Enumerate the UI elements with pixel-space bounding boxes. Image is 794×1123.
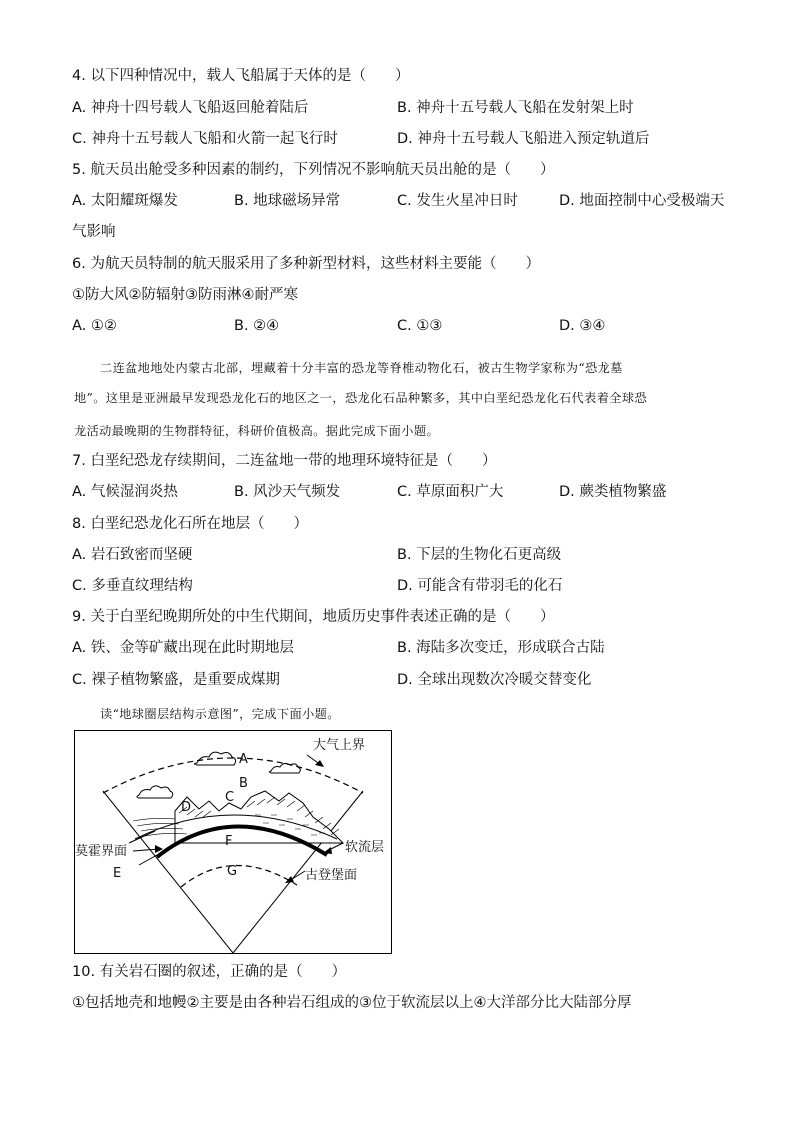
- q8-option-a: A. 岩石致密而坚硬: [72, 547, 193, 563]
- cloud-shape-2: [137, 786, 173, 798]
- q5-stem: 5. 航天员出舱受多种因素的制约，下列情况不影响航天员出舱的是（ ）: [72, 162, 555, 178]
- q10-items: ①包括地壳和地幔②主要是由各种岩石组成的③位于软流层以上④大洋部分比大陆部分厚: [72, 995, 632, 1011]
- q9-option-c: C. 裸子植物繁盛，是重要成煤期: [72, 672, 280, 688]
- q8-option-c: C. 多垂直纹理结构: [72, 578, 193, 594]
- q5-option-d-continued: 气影响: [72, 224, 116, 240]
- label-a: A: [239, 752, 248, 767]
- arrowhead-asthenosphere: [323, 847, 332, 854]
- arrowhead-top: [315, 760, 324, 767]
- atmosphere-boundary-arc: [103, 758, 363, 793]
- q5-option-c: C. 发生火星冲日时: [397, 193, 518, 209]
- passage-dinosaur-cont2: [74, 419, 724, 443]
- q6-items: ①防大风②防辐射③防雨淋④耐严寒: [72, 287, 298, 303]
- gutenberg-boundary-arc: [181, 865, 297, 887]
- label-b: B: [239, 776, 248, 791]
- label-atmosphere-top: 大气上界: [313, 738, 366, 753]
- q4-option-d: D. 神舟十五号载人飞船进入预定轨道后: [397, 131, 650, 147]
- q5-option-b: B. 地球磁场异常: [234, 193, 341, 209]
- q5-option-a: A. 太阳耀斑爆发: [72, 193, 178, 209]
- q6-option-d: D. ③④: [559, 318, 606, 334]
- passage-diagram-text: 读“地球圈层结构示意图”，完成下面小题。: [100, 707, 340, 721]
- passage-dinosaur: [100, 356, 720, 380]
- label-e: E: [113, 866, 122, 881]
- q6-stem: 6. 为航天员特制的航天服采用了多种新型材料，这些材料主要能（ ）: [72, 256, 540, 272]
- q4-option-c: C. 神舟十五号载人飞船和火箭一起飞行时: [72, 131, 338, 147]
- label-c: C: [225, 790, 235, 805]
- label-g: G: [227, 864, 238, 879]
- earth-layers-svg: [75, 731, 391, 953]
- q7-option-c: C. 草原面积广大: [397, 484, 504, 500]
- q9-option-d: D. 全球出现数次冷暖交替变化: [397, 672, 592, 688]
- q6-option-a: A. ①②: [72, 318, 117, 334]
- passage-line-3: 龙活动最晚期的生物群特征，科研价值极高。据此完成下面小题。: [74, 424, 440, 438]
- cloud-shape-3: [270, 763, 301, 773]
- label-d: D: [181, 800, 192, 815]
- q4-stem: 4. 以下四种情况中，载人飞船属于天体的是（ ）: [72, 68, 410, 84]
- q9-stem: 9. 关于白垩纪晚期所处的中生代期间，地质历史事件表述正确的是（ ）: [72, 609, 555, 625]
- q4-option-b: B. 神舟十五号载人飞船在发射架上时: [397, 100, 634, 116]
- q7-option-d: D. 蕨类植物繁盛: [559, 484, 667, 500]
- q9-option-a: A. 铁、金等矿藏出现在此时期地层: [72, 640, 294, 656]
- arrow-atmosphere-label: [129, 831, 155, 843]
- earth-layers-diagram: [74, 730, 392, 954]
- passage-line-2: 地”。这里是亚洲最早发现恐龙化石的地区之一，恐龙化石品种繁多，其中白垩纪恐龙化石代表着全球恐: [74, 391, 648, 405]
- q6-option-b: B. ②④: [234, 318, 280, 334]
- q5-option-d: D. 地面控制中心受极端天: [559, 193, 725, 209]
- label-gutenberg: 古登堡面: [305, 868, 358, 883]
- label-f: F: [225, 834, 233, 849]
- q8-option-d: D. 可能含有带羽毛的化石: [397, 578, 563, 594]
- q10-stem: 10. 有关岩石圈的叙述，正确的是（ ）: [72, 964, 347, 980]
- q7-option-a: A. 气候湿润炎热: [72, 484, 178, 500]
- passage-diagram-intro: [100, 702, 720, 726]
- mountain-range: [175, 791, 343, 843]
- label-asthenosphere: 软流层: [345, 840, 385, 855]
- q7-option-b: B. 风沙天气频发: [234, 484, 341, 500]
- passage-dinosaur-cont: [74, 386, 724, 410]
- q8-option-b: B. 下层的生物化石更高级: [397, 547, 562, 563]
- q7-stem: 7. 白垩纪恐龙存续期间，二连盆地一带的地理环境特征是（ ）: [72, 453, 497, 469]
- q9-option-b: B. 海陆多次变迁，形成联合古陆: [397, 640, 605, 656]
- passage-line-1: 二连盆地地处内蒙古北部，埋藏着十分丰富的恐龙等脊椎动物化石，被古生物学家称为“恐龙墓: [100, 361, 623, 375]
- label-moho: 莫霍界面: [75, 844, 128, 859]
- arrow-e: [139, 855, 157, 865]
- q4-option-a: A. 神舟十四号载人飞船返回舱着陆后: [72, 100, 309, 116]
- q8-stem: 8. 白垩纪恐龙化石所在地层（ ）: [72, 516, 308, 532]
- q6-option-c: C. ①③: [397, 318, 443, 334]
